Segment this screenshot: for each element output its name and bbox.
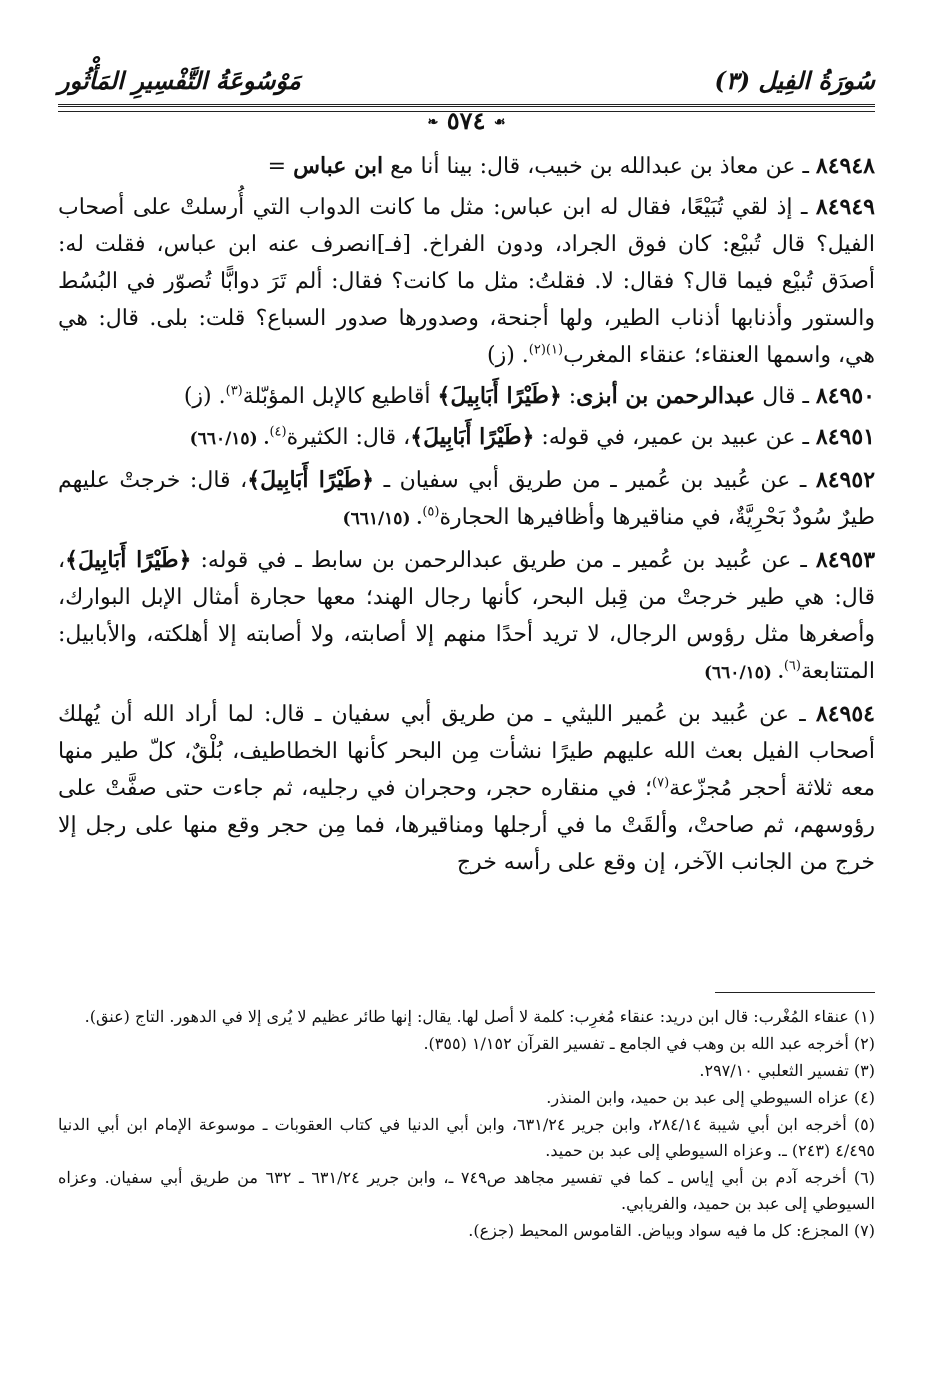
entry-84948 <box>58 148 875 185</box>
footnote-ref: (٦) <box>783 658 801 674</box>
volume-reference: . (٦٦٠/١٥) <box>704 663 784 683</box>
entry-tail: ؛ في منقاره حجر، وحجران في رجليه، ثم جاءت حتى صفَّتْ على رؤوسهم، ثم صاحتْ، وألقَتْ ما في أرجلها ومناقيرها، فما مِن حجر وقع منها على رجل إلا خرج من الجانب الآخر، إن وقع على رأسه خرج <box>58 776 875 875</box>
quran-quote: ﴿طَيْرًا أَبَابِيلَ﴾ <box>437 383 562 409</box>
entry-pre: ـ عن عبيد بن عمير، في قوله: <box>534 425 809 450</box>
quran-quote: ﴿طَيْرًا أَبَابِيلَ﴾ <box>410 424 535 450</box>
page-header <box>58 58 875 150</box>
entry-text: ، قال: هي طير خرجتْ من قِبل البحر، كأنها رجال الهند؛ معها حجارة أمثال الإبل البوارك، وأصغرها مثل رؤوس الرجال، لا تريد أحدًا منهم إلا أصابته، ولا أصابته إلا أهلكته، والأبابيل: المتتابعة <box>58 548 875 684</box>
footnote-ref: (٥) <box>422 504 440 520</box>
ornament-right-icon: ☙ <box>493 115 506 130</box>
entry-84949 <box>58 189 875 374</box>
entry-text: ، قال: الكثيرة <box>286 425 411 450</box>
entry-pre: ـ عن عُبيد بن عُمير ـ من طريق عبدالرحمن بن سابط ـ في قوله: <box>191 548 807 573</box>
entry-bold-name: ابن عباس <box>293 153 384 179</box>
entry-84951 <box>58 419 875 458</box>
ornament-left-icon: ❧ <box>427 115 439 130</box>
entry-number: ٨٤٩٥١ <box>815 424 875 450</box>
page-number: ٥٧٤ <box>446 106 486 135</box>
footnote-1: (١) عنقاء المُغْرب: قال ابن دريد: عنقاء مُغرِب: كلمة لا أصل لها. يقال: إنها طائر عظيم لا يُرى إلا في الدهور. التاج (عنق). <box>84 1007 875 1026</box>
footnote-7: (٧) المجزع: كل ما فيه سواد وبياض. القاموس المحيط (جزع). <box>468 1221 875 1240</box>
entry-number: ٨٤٩٥٠ <box>815 383 875 409</box>
entry-pre: ـ قال <box>755 384 809 409</box>
footnote-2: (٢) أخرجه عبد الله بن وهب في الجامع ـ تفسير القرآن ١/١٥٢ (٣٥٥). <box>423 1034 875 1053</box>
entry-text: ـ إذ لقي تُبَيْعًا، فقال له ابن عباس: مثل ما كانت الدواب التي أُرسلتْ على أصحاب الفيل؟ قال تُبيْع: كان فوق الجراد، ودون الفراخ. [فـ]انصرف عنه ابن عباس، فقلت له: أصدَق تُبيْع فيما قال؟ فقال: لا. فقلتُ: مثل ما كانت؟ فقال: ألم تَرَ دوابًّا تُصوّر في البُسُط والستور وأذنابها أذناب الطير، ولها أجنحة، وصدورها صدور السباع؟ قلت: بلى. قال: هي هي، واسمها العنقاء؛ عنقاء المغرب <box>58 195 875 368</box>
entry-bold-name: عبدالرحمن بن أبزى <box>576 383 756 409</box>
footnote-6: (٦) أخرجه آدم بن أبي إياس ـ كما في تفسير مجاهد ص٧٤٩ ـ، وابن جرير ٦٣١/٢٤ ـ ٦٣٢ من طريق أبي سفيان. وعزاه السيوطي إلى عبد بن حميد، والفريابي. <box>58 1168 876 1213</box>
footnote-ref: (١)(٢) <box>528 342 564 358</box>
main-text <box>58 148 875 885</box>
entry-tail: . (ز) <box>183 384 226 409</box>
entry-84950 <box>58 378 875 415</box>
entry-84954 <box>58 696 875 881</box>
entry-84952 <box>58 462 875 538</box>
surah-title: سُورَةُ الفِيل (٣) <box>714 66 875 95</box>
page-number-block <box>428 106 506 135</box>
entry-text: ، قال: خرجتْ عليهم طيرٌ سُودٌ بَحْرِيَّةٌ، في مناقيرها وأظافيرها الحجارة <box>58 468 875 530</box>
page <box>58 58 875 1358</box>
entry-tail: . (ز) <box>487 343 529 368</box>
volume-reference: . (٦٦٠/١٥) <box>189 429 270 449</box>
footnote-ref: (٤) <box>269 424 287 440</box>
entry-number: ٨٤٩٤٩ <box>815 194 875 220</box>
footnote-separator <box>715 992 875 993</box>
entry-pre: ـ عن عُبيد بن عُمير ـ من طريق أبي سفيان ـ <box>374 468 807 493</box>
entry-number: ٨٤٩٤٨ <box>815 153 875 179</box>
quran-quote: ﴿طَيْرًا أَبَابِيلَ﴾ <box>247 467 375 493</box>
quran-quote: ﴿طَيْرًا أَبَابِيلَ﴾ <box>65 547 192 573</box>
entry-number: ٨٤٩٥٤ <box>815 701 875 727</box>
footnote-5: (٥) أخرجه ابن أبي شيبة ٢٨٤/١٤، وابن جرير ٦٣١/٢٤، وابن أبي الدنيا في كتاب العقوبات ـ موسوعة الإمام ابن أبي الدنيا ٤/٤٩٥ (٢٤٣) ـ. وعزاه السيوطي إلى عبد بن حميد. <box>58 1115 875 1160</box>
entry-number: ٨٤٩٥٣ <box>815 547 876 573</box>
footnotes <box>58 1004 875 1245</box>
entry-84953 <box>58 542 875 692</box>
entry-text: ـ عن عُبيد بن عُمير الليثي ـ من طريق أبي سفيان ـ قال: لما أراد الله أن يُهلك أصحاب الفيل بعث الله عليهم طيرًا نشأت مِن البحر كأنها الخطاطيف، بُلْقٌ، كلّ طير منها معه ثلاثة أحجر مُجزّعة <box>58 702 875 801</box>
footnote-4: (٤) عزاه السيوطي إلى عبد بن حميد، وابن المنذر. <box>546 1088 875 1107</box>
footnote-3: (٣) تفسير الثعلبي ٢٩٧/١٠. <box>699 1061 875 1080</box>
book-title: مَوْسُوعَةُ التَّفْسِيرِ المَأْثُور <box>58 66 301 95</box>
entry-text: أقاطيع كالإبل المؤبّلة <box>242 384 438 409</box>
footnote-ref: (٧) <box>652 775 670 791</box>
volume-reference: . (٦٦١/١٥) <box>342 509 423 529</box>
entry-text: ـ عن معاذ بن عبدالله بن خبيب، قال: بينا أنا مع <box>383 154 809 179</box>
entry-colon: : <box>561 384 577 409</box>
entry-number: ٨٤٩٥٢ <box>815 467 876 493</box>
entry-continuation-mark: = <box>267 154 294 179</box>
footnote-ref: (٣) <box>225 383 243 399</box>
